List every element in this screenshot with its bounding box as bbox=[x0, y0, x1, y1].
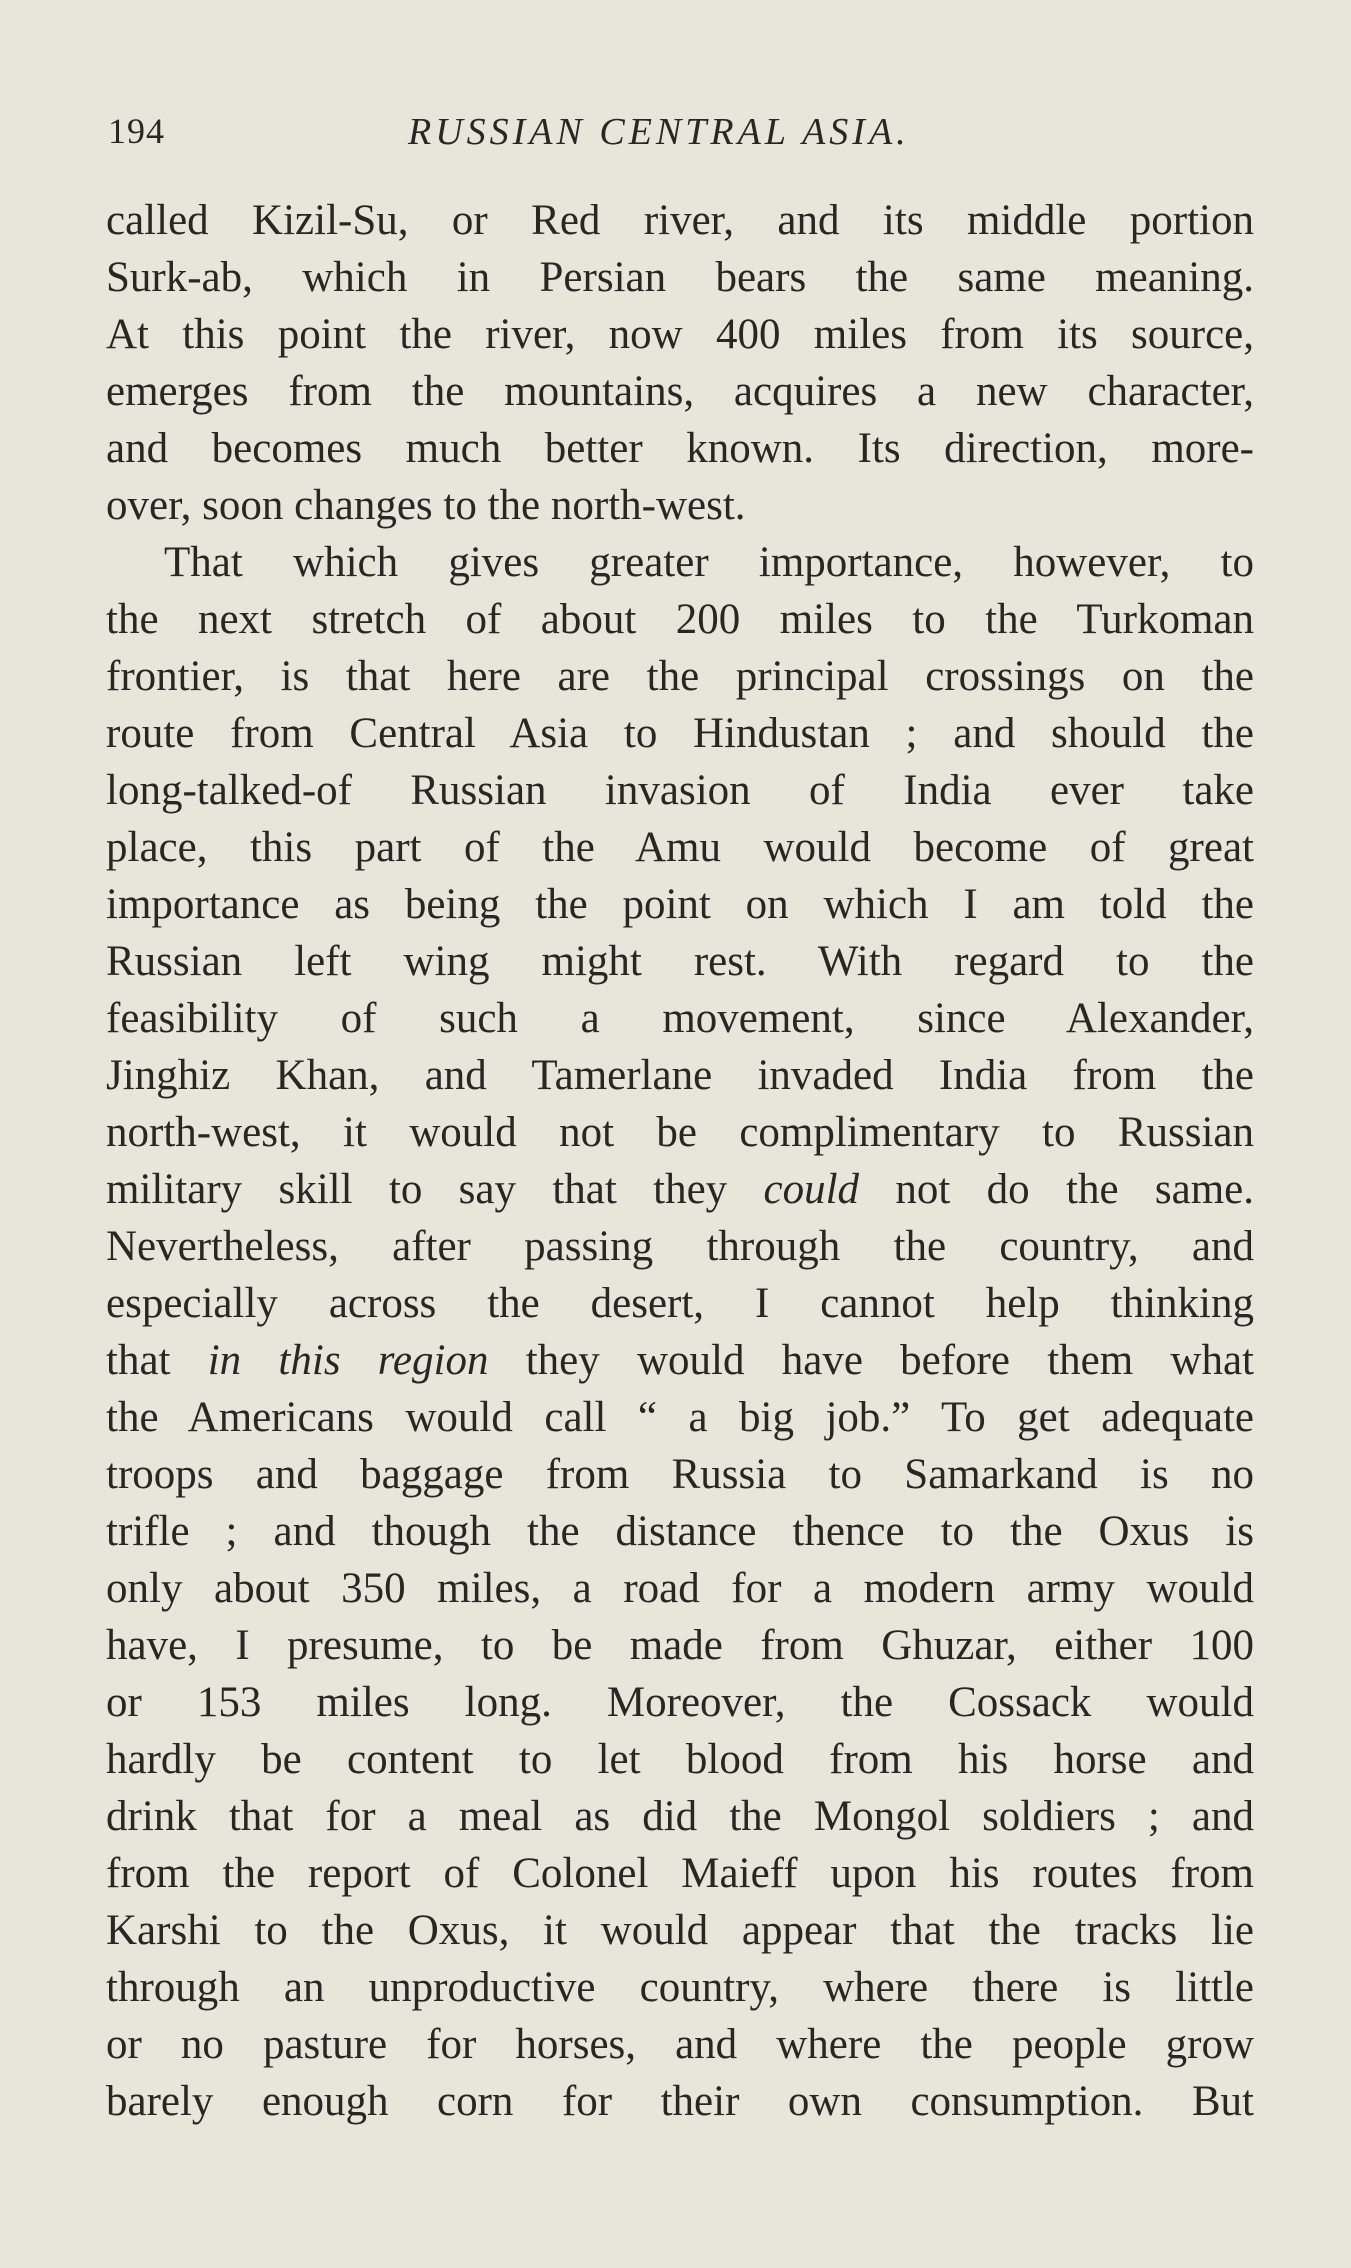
text-line: barely enough corn for their own consumption. But bbox=[106, 2078, 1254, 2125]
text-fragment: that bbox=[106, 1337, 208, 1384]
text-fragment: military skill to say that they bbox=[106, 1166, 764, 1213]
text-line: and becomes much better known. Its direction, more- bbox=[106, 425, 1254, 472]
text-line: hardly be content to let blood from his horse and bbox=[106, 1736, 1254, 1783]
text-line: Jinghiz Khan, and Tamerlane invaded India from the bbox=[106, 1052, 1254, 1099]
text-line: frontier, is that here are the principal crossings on the bbox=[106, 653, 1254, 700]
running-title: RUSSIAN CENTRAL ASIA. bbox=[408, 111, 910, 153]
page-header bbox=[108, 110, 1258, 170]
text-line: called Kizil-Su, or Red river, and its middle portion bbox=[106, 197, 1254, 244]
text-line: Karshi to the Oxus, it would appear that the tracks lie bbox=[106, 1907, 1254, 1954]
text-line bbox=[106, 1161, 1254, 1218]
text-line: only about 350 miles, a road for a modern army would bbox=[106, 1565, 1254, 1612]
text-line: trifle ; and though the distance thence to the Oxus is bbox=[106, 1508, 1254, 1555]
text-line: north-west, it would not be complimentary to Russian bbox=[106, 1109, 1254, 1156]
text-line: troops and baggage from Russia to Samarkand is no bbox=[106, 1451, 1254, 1498]
text-line bbox=[106, 1332, 1254, 1389]
text-line: or no pasture for horses, and where the people grow bbox=[106, 2021, 1254, 2068]
text-line: have, I presume, to be made from Ghuzar, either 100 bbox=[106, 1622, 1254, 1669]
text-line: importance as being the point on which I am told the bbox=[106, 881, 1254, 928]
text-line: long-talked-of Russian invasion of India ever take bbox=[106, 767, 1254, 814]
text-line: the next stretch of about 200 miles to the Turkoman bbox=[106, 596, 1254, 643]
text-line: from the report of Colonel Maieff upon his routes from bbox=[106, 1850, 1254, 1897]
text-line: route from Central Asia to Hindustan ; and should the bbox=[106, 710, 1254, 757]
text-line: over, soon changes to the north-west. bbox=[106, 482, 746, 529]
text-line: That which gives greater importance, however, to bbox=[164, 539, 1254, 586]
text-line: the Americans would call “ a big job.” To get adequate bbox=[106, 1394, 1254, 1441]
italic-text: in this region bbox=[207, 1337, 489, 1384]
page-number: 194 bbox=[108, 111, 165, 151]
text-line: especially across the desert, I cannot help thinking bbox=[106, 1280, 1254, 1327]
text-line: At this point the river, now 400 miles from its source, bbox=[106, 311, 1254, 358]
text-line: place, this part of the Amu would become of great bbox=[106, 824, 1254, 871]
body-text bbox=[106, 192, 1254, 2130]
text-fragment: they would have before them what bbox=[488, 1337, 1254, 1384]
italic-text: could bbox=[763, 1166, 860, 1213]
text-line: drink that for a meal as did the Mongol soldiers ; and bbox=[106, 1793, 1254, 1840]
text-fragment: not do the same. bbox=[859, 1166, 1254, 1213]
text-line: Surk-ab, which in Persian bears the same meaning. bbox=[106, 254, 1254, 301]
text-line: emerges from the mountains, acquires a new character, bbox=[106, 368, 1254, 415]
text-line: Nevertheless, after passing through the country, and bbox=[106, 1223, 1254, 1270]
text-line: Russian left wing might rest. With regard to the bbox=[106, 938, 1254, 985]
text-line: feasibility of such a movement, since Alexander, bbox=[106, 995, 1254, 1042]
text-line: through an unproductive country, where there is little bbox=[106, 1964, 1254, 2011]
text-line: or 153 miles long. Moreover, the Cossack would bbox=[106, 1679, 1254, 1726]
